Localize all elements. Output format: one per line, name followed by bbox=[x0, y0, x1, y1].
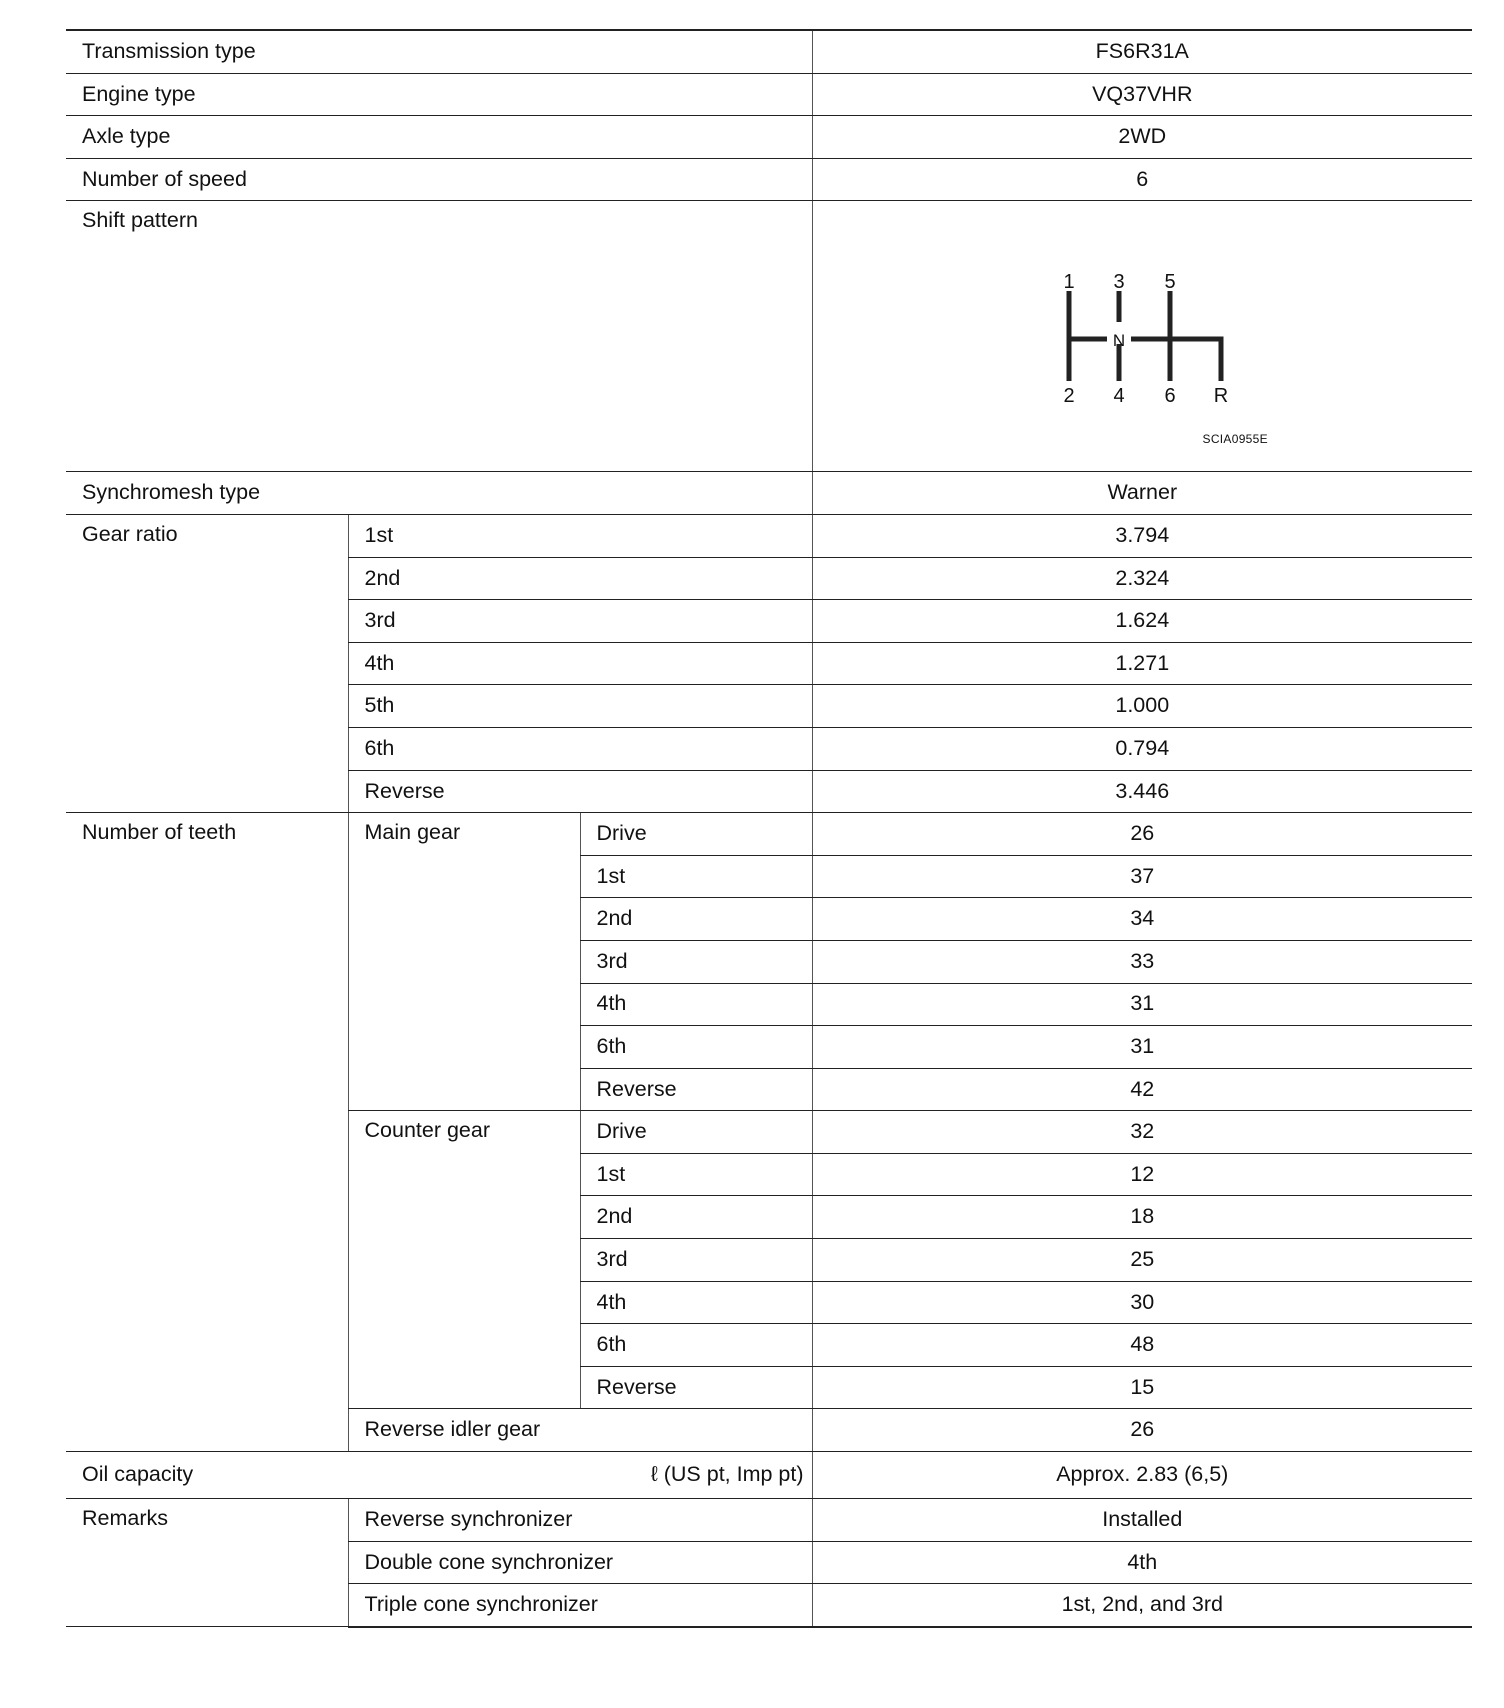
shift-pattern-svg bbox=[813, 201, 1473, 463]
transmission-type-label: Transmission type bbox=[66, 30, 812, 73]
remarks-item-value: Installed bbox=[812, 1499, 1472, 1542]
teeth-gear: 1st bbox=[580, 855, 812, 898]
gear-ratio-value: 3.794 bbox=[812, 514, 1472, 557]
teeth-value: 18 bbox=[812, 1196, 1472, 1239]
gear-ratio-gear: 2nd bbox=[348, 557, 812, 600]
remarks-item-label: Double cone synchronizer bbox=[348, 1541, 812, 1584]
teeth-value: 31 bbox=[812, 983, 1472, 1026]
axle-type-value: 2WD bbox=[812, 116, 1472, 159]
diagram-code: SCIA0955E bbox=[1202, 432, 1268, 447]
number-of-speed-row bbox=[66, 158, 1472, 201]
shift-label-3: 3 bbox=[1112, 271, 1125, 294]
teeth-value: 32 bbox=[812, 1111, 1472, 1154]
teeth-value: 37 bbox=[812, 855, 1472, 898]
teeth-value: 31 bbox=[812, 1026, 1472, 1069]
number-of-teeth-label: Number of teeth bbox=[66, 813, 348, 1452]
transmission-type-row bbox=[66, 30, 1472, 73]
teeth-gear: 3rd bbox=[580, 940, 812, 983]
shift-label-neutral: N bbox=[1112, 331, 1125, 351]
gear-ratio-gear: 6th bbox=[348, 727, 812, 770]
synchromesh-type-value: Warner bbox=[812, 472, 1472, 515]
teeth-gear: 3rd bbox=[580, 1239, 812, 1282]
engine-type-label: Engine type bbox=[66, 73, 812, 116]
shift-pattern-cell bbox=[812, 201, 1472, 472]
gate-neutral-right-r bbox=[1131, 339, 1221, 381]
synchromesh-type-row bbox=[66, 472, 1472, 515]
reverse-idler-label: Reverse idler gear bbox=[348, 1409, 812, 1452]
remarks-item-label: Triple cone synchronizer bbox=[348, 1584, 812, 1627]
axle-type-label: Axle type bbox=[66, 116, 812, 159]
teeth-value: 15 bbox=[812, 1366, 1472, 1409]
engine-type-value: VQ37VHR bbox=[812, 73, 1472, 116]
shift-label-2: 2 bbox=[1062, 385, 1075, 408]
shift-label-4: 4 bbox=[1112, 385, 1125, 408]
spec-table bbox=[66, 29, 1472, 1628]
gear-ratio-value: 2.324 bbox=[812, 557, 1472, 600]
gear-ratio-gear: 4th bbox=[348, 642, 812, 685]
teeth-gear: 6th bbox=[580, 1324, 812, 1367]
teeth-gear: 2nd bbox=[580, 1196, 812, 1239]
number-of-speed-label: Number of speed bbox=[66, 158, 812, 201]
teeth-row bbox=[66, 813, 1472, 856]
oil-capacity-row bbox=[66, 1452, 1472, 1499]
gear-ratio-gear: 1st bbox=[348, 514, 812, 557]
gear-ratio-value: 1.624 bbox=[812, 600, 1472, 643]
shift-pattern-diagram bbox=[813, 201, 1473, 463]
transmission-type-value: FS6R31A bbox=[812, 30, 1472, 73]
remarks-item-label: Reverse synchronizer bbox=[348, 1499, 812, 1542]
teeth-value: 25 bbox=[812, 1239, 1472, 1282]
teeth-value: 26 bbox=[812, 813, 1472, 856]
oil-capacity-unit: ℓ (US pt, Imp pt) bbox=[650, 1462, 804, 1487]
engine-type-row bbox=[66, 73, 1472, 116]
teeth-gear: Reverse bbox=[580, 1068, 812, 1111]
gear-ratio-label: Gear ratio bbox=[66, 514, 348, 812]
teeth-gear: Drive bbox=[580, 1111, 812, 1154]
main-gear-label: Main gear bbox=[348, 813, 580, 1111]
gear-ratio-value: 1.000 bbox=[812, 685, 1472, 728]
counter-gear-label: Counter gear bbox=[348, 1111, 580, 1409]
teeth-gear: 2nd bbox=[580, 898, 812, 941]
teeth-value: 30 bbox=[812, 1281, 1472, 1324]
teeth-value: 34 bbox=[812, 898, 1472, 941]
gear-ratio-value: 0.794 bbox=[812, 727, 1472, 770]
gear-ratio-row bbox=[66, 514, 1472, 557]
gear-ratio-value: 3.446 bbox=[812, 770, 1472, 813]
gear-ratio-value: 1.271 bbox=[812, 642, 1472, 685]
gear-ratio-gear: 5th bbox=[348, 685, 812, 728]
teeth-value: 12 bbox=[812, 1153, 1472, 1196]
gear-ratio-gear: 3rd bbox=[348, 600, 812, 643]
oil-capacity-value: Approx. 2.83 (6,5) bbox=[812, 1452, 1472, 1499]
teeth-value: 42 bbox=[812, 1068, 1472, 1111]
teeth-value: 33 bbox=[812, 940, 1472, 983]
shift-label-5: 5 bbox=[1163, 271, 1176, 294]
oil-capacity-cell bbox=[66, 1452, 812, 1499]
number-of-speed-value: 6 bbox=[812, 158, 1472, 201]
teeth-value: 48 bbox=[812, 1324, 1472, 1367]
shift-label-r: R bbox=[1213, 385, 1228, 408]
reverse-idler-value: 26 bbox=[812, 1409, 1472, 1452]
shift-pattern-row bbox=[66, 201, 1472, 472]
teeth-gear: 4th bbox=[580, 983, 812, 1026]
teeth-gear: Reverse bbox=[580, 1366, 812, 1409]
remarks-label: Remarks bbox=[66, 1499, 348, 1627]
teeth-gear: 6th bbox=[580, 1026, 812, 1069]
remarks-item-value: 1st, 2nd, and 3rd bbox=[812, 1584, 1472, 1627]
remarks-row bbox=[66, 1499, 1472, 1542]
remarks-item-value: 4th bbox=[812, 1541, 1472, 1584]
gear-ratio-gear: Reverse bbox=[348, 770, 812, 813]
shift-label-6: 6 bbox=[1163, 385, 1176, 408]
synchromesh-type-label: Synchromesh type bbox=[66, 472, 812, 515]
oil-capacity-label: Oil capacity bbox=[82, 1462, 194, 1487]
teeth-gear: 1st bbox=[580, 1153, 812, 1196]
shift-pattern-label: Shift pattern bbox=[66, 201, 812, 472]
shift-label-1: 1 bbox=[1062, 271, 1075, 294]
teeth-gear: Drive bbox=[580, 813, 812, 856]
axle-type-row bbox=[66, 116, 1472, 159]
teeth-gear: 4th bbox=[580, 1281, 812, 1324]
